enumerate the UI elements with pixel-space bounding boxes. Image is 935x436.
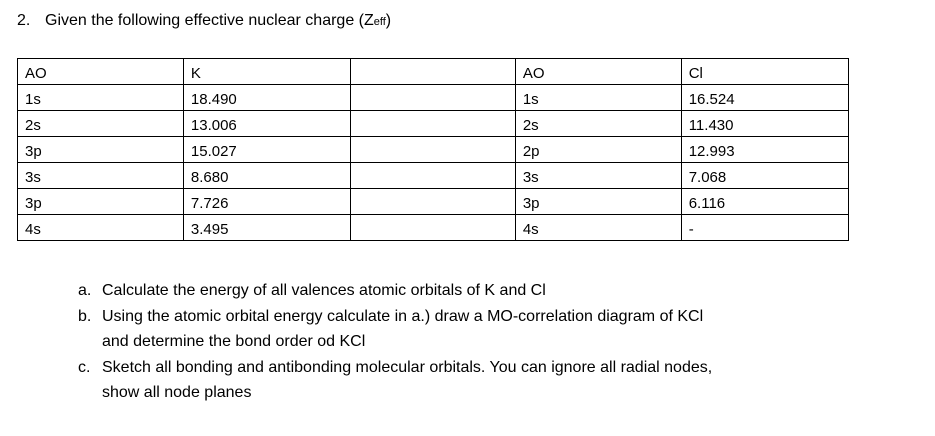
sub-question-text: show all node planes xyxy=(102,384,252,401)
cell-text: 3p xyxy=(25,195,42,212)
table-cell xyxy=(351,137,516,163)
table-cell xyxy=(351,111,516,137)
sub-question-text: and determine the bond order od KCl xyxy=(102,333,366,350)
table-cell xyxy=(515,215,681,241)
table-cell xyxy=(18,215,184,241)
table-cell xyxy=(351,189,516,215)
cell-text: 3s xyxy=(25,169,41,186)
sub-question-line xyxy=(78,304,712,330)
table-cell xyxy=(681,215,848,241)
table-row xyxy=(18,163,849,189)
cell-text: 3s xyxy=(522,169,539,186)
table-row xyxy=(18,137,849,163)
question-text: Given the following effective nuclear charge (Z xyxy=(45,12,374,29)
cell-text: 15.027 xyxy=(190,143,237,160)
sub-question-label: c. xyxy=(78,358,91,376)
cell-text: 4s xyxy=(522,221,539,238)
cell-text: 6.116 xyxy=(688,195,726,212)
cell-text: 2p xyxy=(522,143,540,160)
cell-text: 3.495 xyxy=(190,221,229,238)
table-cell xyxy=(681,189,848,215)
question-close: ) xyxy=(385,12,392,29)
sub-question-line xyxy=(78,355,712,381)
table-cell xyxy=(351,85,516,111)
sub-question-label xyxy=(78,380,102,406)
question-heading xyxy=(17,12,391,30)
table-row xyxy=(18,85,849,111)
table-cell xyxy=(18,137,184,163)
table-cell xyxy=(18,163,184,189)
table-cell xyxy=(681,85,848,111)
sub-question-label: b. xyxy=(78,307,92,325)
table-row xyxy=(18,189,849,215)
table-cell xyxy=(183,85,350,111)
table-cell xyxy=(18,59,184,85)
sub-question-text: Using the atomic orbital energy calculate in a.) draw a MO-correlation diagram of KCl xyxy=(102,307,704,325)
cell-text: - xyxy=(688,221,694,238)
cell-text: AO xyxy=(522,65,545,82)
sub-question-line xyxy=(78,278,712,304)
sub-question-line xyxy=(78,329,712,355)
table-cell xyxy=(351,163,516,189)
sub-questions xyxy=(78,278,712,406)
cell-text: 12.993 xyxy=(688,143,735,160)
cell-text: K xyxy=(190,65,201,82)
table-cell xyxy=(681,163,848,189)
table-row xyxy=(18,215,849,241)
cell-text: 4s xyxy=(25,221,41,238)
cell-text: 7.068 xyxy=(688,169,727,186)
sub-question-text: Calculate the energy of all valences atomic orbitals of K and Cl xyxy=(102,282,546,299)
table-cell xyxy=(515,85,681,111)
sub-question-text: Sketch all bonding and antibonding molecular orbitals. You can ignore all radial nodes, xyxy=(102,358,713,376)
cell-text: Cl xyxy=(688,65,703,82)
cell-text: 1s xyxy=(25,91,41,108)
cell-text: 7.726 xyxy=(190,195,229,212)
cell-text: 2s xyxy=(522,117,539,134)
table-header-row xyxy=(18,59,849,85)
table-cell xyxy=(183,215,350,241)
table-cell xyxy=(18,189,184,215)
cell-text: 13.006 xyxy=(190,117,237,134)
table-cell xyxy=(515,189,681,215)
cell-text: 8.680 xyxy=(190,169,229,186)
table-cell xyxy=(183,163,350,189)
sub-question-label: a. xyxy=(78,282,92,299)
cell-text: 18.490 xyxy=(190,91,237,108)
cell-text: 3p xyxy=(522,195,540,212)
table-cell xyxy=(183,189,350,215)
table-cell xyxy=(351,215,516,241)
table-row xyxy=(18,111,849,137)
cell-text xyxy=(358,238,515,240)
table-cell xyxy=(183,59,350,85)
table-cell xyxy=(681,111,848,137)
table-cell xyxy=(351,59,516,85)
question-subscript: eff xyxy=(373,16,386,28)
question-number: 2. xyxy=(17,12,31,29)
zeff-table xyxy=(17,58,849,241)
table-cell xyxy=(183,111,350,137)
cell-text: 11.430 xyxy=(688,117,734,134)
table-cell xyxy=(515,163,681,189)
table-cell xyxy=(681,137,848,163)
table-cell xyxy=(515,137,681,163)
table-cell xyxy=(515,111,681,137)
cell-text: 16.524 xyxy=(688,91,735,108)
table-cell xyxy=(515,59,681,85)
cell-text: 2s xyxy=(25,117,41,134)
cell-text: 3p xyxy=(25,143,42,160)
table-cell xyxy=(681,59,848,85)
sub-question-label xyxy=(78,329,102,355)
sub-question-line xyxy=(78,380,712,406)
cell-text: 1s xyxy=(522,91,539,108)
cell-text: AO xyxy=(25,65,47,82)
table-cell xyxy=(18,85,184,111)
table-cell xyxy=(183,137,350,163)
table-cell xyxy=(18,111,184,137)
